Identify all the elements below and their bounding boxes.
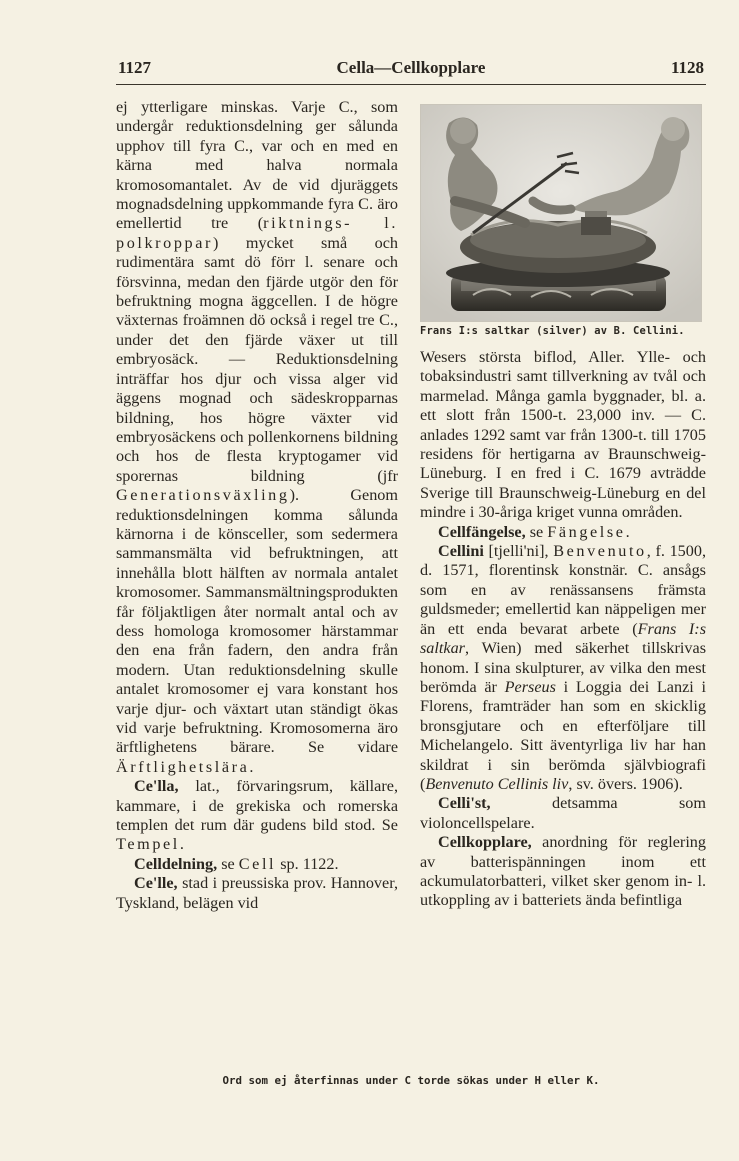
text-segment: ) mycket små och rudimentära samt dö förr l. senare och försvinna, medan den fjärde utgör den för befruktning mogna äggcellen. I de högre växternas froämnen dö också i regel tre C., under det den fjärde växer ut till embryosäck. — Reduktionsdelning inträffar hos djur och vissa alger vid äggens mognad och sädeskropparnas bildning, hos högre växter vid embryosäckens och pollenkornens bildning och hos de flesta kryptogamer vid sporernas bildning (jfr [116, 233, 398, 485]
figure-caption: Frans I:s saltkar (silver) av B. Cellini. [420, 325, 685, 337]
entry-headword: Celli'st, [438, 794, 491, 813]
entry-cellfangelse [420, 523, 706, 542]
cross-reference: Fängelse [547, 522, 626, 541]
text-segment: . [625, 522, 630, 541]
page-footer-note: Ord som ej återfinnas under C torde sökas under H eller K. [222, 1074, 600, 1087]
left-column [116, 98, 398, 913]
entry-cellini [420, 542, 706, 794]
text-segment: Wesers största biflod, Aller. Ylle- och tobaksindustri samt tillverkning av tvål och marmelad. Många gamla byggnader, bl. a. ett slott från 1500-t. 23,000 inv. — C. anlades 1292 samt var från 1300-t. till 1705 residens för hertigarna av Braunschweig-Lüneburg. I en fred i C. 1679 avträdde Sverige till Braunschweig-Lüneburg en del mindre i 30-åriga kriget vunna områden. [420, 348, 706, 522]
entry-celle-continued [420, 348, 706, 523]
text-segment: ). Genom reduktionsdelningen komma sålunda kärnorna i de könsceller, som sedermera sammansmälta vid befruktningen, att innehålla blott hälften av normala antalet kromosomer. Sammansmältningsprodukten får följaktligen åter normalt antal och av dess homologa kromosomer härstammar den ena från fadern, den andra från modern. Utan reduktionsdelning skulle antalet kromosomer ej vara konstant hos varje djur- och växtart utan ständigt ökas vid varje befruktning. Kromosomerna äro ärftlighetens bärare. Se vidare [116, 486, 398, 757]
page-number-right: 1128 [670, 58, 704, 77]
text-segment: , sv. övers. 1906). [568, 774, 683, 793]
entry-headword: Celldelning, [134, 854, 218, 873]
text-segment: sp. 1122. [276, 854, 339, 873]
text-segment: se [217, 854, 239, 873]
entry-celldelning [116, 855, 398, 874]
italic-title: Benvenuto Cellinis liv [425, 774, 569, 793]
saltcellar-photo [420, 104, 702, 322]
text-segment: ej ytterligare minskas. Varje C., som undergår reduktionsdelning ger sålunda upphov till fyra C., var och en med en kärna med halva normala kromosomantalet. Av de vid djuräggets mognadsdelning uppkommande fyra C. äro emellertid tre ( [116, 98, 398, 233]
text-segment: anordning för reglering av batterispänningen inom ett ackumulatorbatteri, vilket sker genom in- l. utkoppling av i batteriets ända befintliga [420, 833, 706, 910]
right-column [420, 348, 706, 911]
italic-title: Frans I:s saltkar [420, 619, 706, 658]
text-segment: , Wien) med säkerhet tillskrivas honom. I sina skulpturer, av vilka den mest berömda är [420, 639, 706, 696]
entry-headword: Cellini [438, 542, 484, 561]
saltcellar-illustration [421, 105, 701, 321]
page-number-left: 1127 [118, 58, 152, 77]
cross-reference: Cell [238, 854, 277, 873]
text-segment: detsamma som violoncellspelare. [420, 794, 706, 832]
paragraph-reduktionsdelning [116, 98, 398, 777]
text-segment: [tjelli'ni], [483, 542, 554, 561]
entry-headword: Cellkopplare, [438, 833, 532, 852]
entry-headword: Ce'lla, [134, 777, 179, 796]
text-segment: stad i preussiska prov. Hannover, Tyskland, belägen vid [116, 874, 398, 912]
italic-title: Perseus [504, 677, 556, 696]
text-segment: i Loggia dei Lanzi i Florens, framträder han som en skicklig bronsgjutare och en efterföljare till Michelangelo. Sitt äventyrliga liv har han skildrat i sin berömda självbiografi ( [420, 677, 706, 793]
page-header [116, 56, 706, 85]
page-title: Cella—Cellkopplare [336, 58, 486, 77]
spaced-name: Benvenuto [553, 542, 647, 561]
entry-celle [116, 874, 398, 913]
entry-headword: Ce'lle, [134, 874, 178, 893]
text-segment: lat., förvaringsrum, källare, kammare, i de grekiska och romerska templen det rum där gudens bild stod. Se [116, 777, 398, 835]
spaced-term: riktnings- l. polkroppar [116, 214, 398, 252]
text-segment: se [525, 522, 548, 541]
entry-cellist [420, 794, 706, 833]
text-segment: . [179, 835, 184, 854]
entry-cella [116, 777, 398, 855]
cross-reference: Ärftlighetslära [116, 757, 250, 776]
cross-reference: Generationsväxling [116, 486, 290, 505]
entry-cellkopplare [420, 833, 706, 911]
cross-reference: Tempel [116, 835, 180, 854]
text-segment: , f. 1500, d. 1571, florentinsk konstnär. C. ansågs som en av renässansens främsta guldsmeder; emellertid kan näppeligen mer än ett enda bevarat arbete ( [420, 542, 706, 638]
text-segment: . [249, 757, 254, 776]
entry-headword: Cellfängelse, [438, 522, 526, 541]
